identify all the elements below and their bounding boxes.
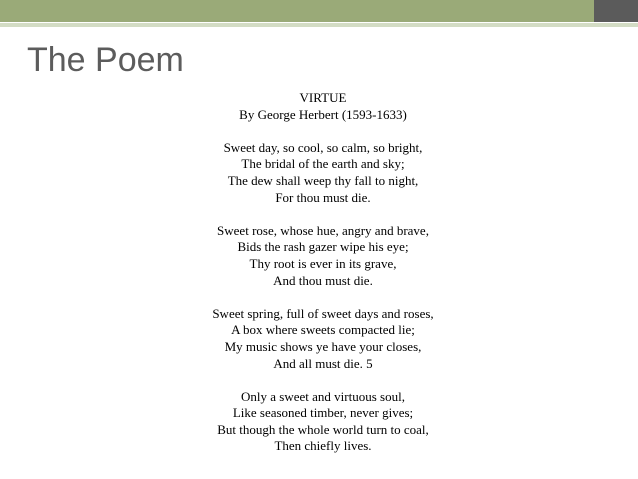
poem-line: A box where sweets compacted lie; [231, 322, 415, 338]
poem-body [160, 90, 486, 455]
poem-line: For thou must die. [275, 189, 371, 205]
poem-line: Like seasoned timber, never gives; [232, 405, 414, 421]
poem-line: My music shows ye have your closes, [224, 338, 422, 354]
stanza-3 [160, 306, 486, 372]
poem-header [160, 90, 486, 123]
poem-line: Sweet day, so cool, so calm, so bright, [223, 139, 423, 155]
poem-line: Sweet spring, full of sweet days and roses, [212, 305, 434, 321]
poem-byline: By George Herbert (1593-1633) [239, 106, 407, 122]
top-corner-block [594, 0, 638, 22]
poem-line: Only a sweet and virtuous soul, [241, 388, 405, 404]
poem-line: And thou must die. [273, 272, 373, 288]
poem-line: Then chiefly lives. [274, 438, 372, 454]
stanza-4 [160, 389, 486, 455]
stanza-2 [160, 223, 486, 289]
poem-line: The dew shall weep thy fall to night, [227, 172, 419, 188]
slide-title: The Poem [27, 41, 184, 79]
poem-line: Thy root is ever in its grave, [249, 255, 397, 271]
poem-line: But though the whole world turn to coal, [217, 421, 429, 437]
top-accent-bar [0, 0, 594, 22]
top-rule-line [0, 23, 638, 27]
poem-line: Bids the rash gazer wipe his eye; [237, 239, 409, 255]
poem-heading: VIRTUE [299, 90, 347, 105]
stanza-1 [160, 140, 486, 206]
poem-line: And all must die. 5 [273, 355, 373, 371]
poem-line: The bridal of the earth and sky; [241, 156, 405, 172]
poem-line: Sweet rose, whose hue, angry and brave, [217, 222, 429, 238]
